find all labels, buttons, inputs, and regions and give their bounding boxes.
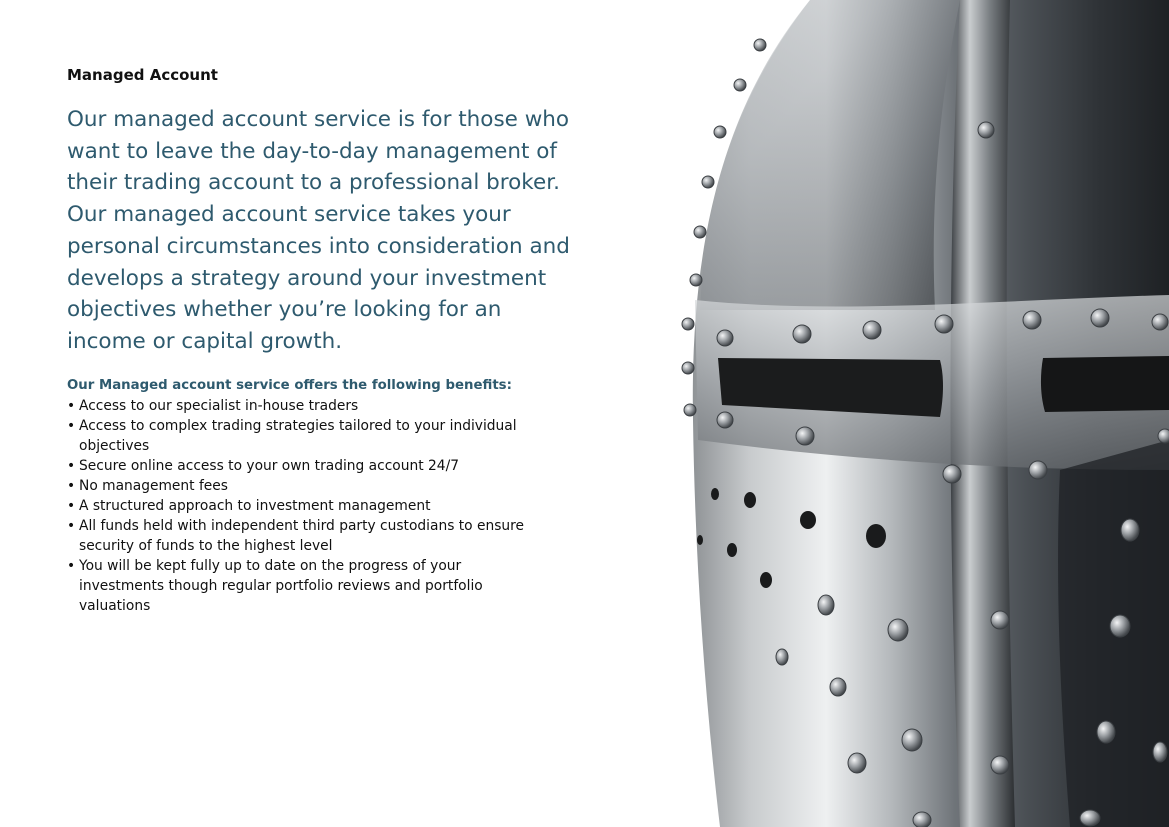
benefit-text: A structured approach to investment management [79, 497, 431, 514]
knight-helmet-image [660, 0, 1169, 827]
benefit-item [67, 456, 547, 476]
benefit-text: You will be kept fully up to date on the progress of your investments though regular portfolio reviews and portfolio valuations [79, 557, 483, 614]
bullet-glyph: • [67, 517, 76, 534]
bullet-glyph: • [67, 417, 76, 434]
benefit-item [67, 416, 547, 456]
bullet-glyph: • [67, 397, 76, 414]
bullet-glyph: • [67, 477, 76, 494]
benefit-item [67, 496, 547, 516]
bullet-glyph: • [67, 497, 76, 514]
text-column [67, 66, 587, 616]
page-heading: Managed Account [67, 66, 218, 84]
benefit-item [67, 396, 547, 416]
benefits-title: Our Managed account service offers the following benefits: [67, 377, 512, 393]
benefit-text: Access to complex trading strategies tailored to your individual objectives [79, 417, 517, 454]
benefit-text: Access to our specialist in-house traders [79, 397, 359, 414]
benefit-item [67, 516, 547, 556]
benefits-list [67, 396, 547, 616]
benefit-text: Secure online access to your own trading account 24/7 [79, 457, 460, 474]
benefit-text: All funds held with independent third party custodians to ensure security of funds to the highest level [79, 517, 525, 554]
benefit-text: No management fees [79, 477, 228, 494]
bullet-glyph: • [67, 557, 76, 574]
benefit-item [67, 476, 547, 496]
bullet-glyph: • [67, 457, 76, 474]
benefit-item [67, 556, 547, 616]
intro-paragraph: Our managed account service is for those who want to leave the day-to-day management of their trading account to a professional broker. Our managed account service takes your personal circumstances into consideration and develops a strategy around your investment objectives whether you’re looking for an income or capital growth. [67, 107, 570, 354]
